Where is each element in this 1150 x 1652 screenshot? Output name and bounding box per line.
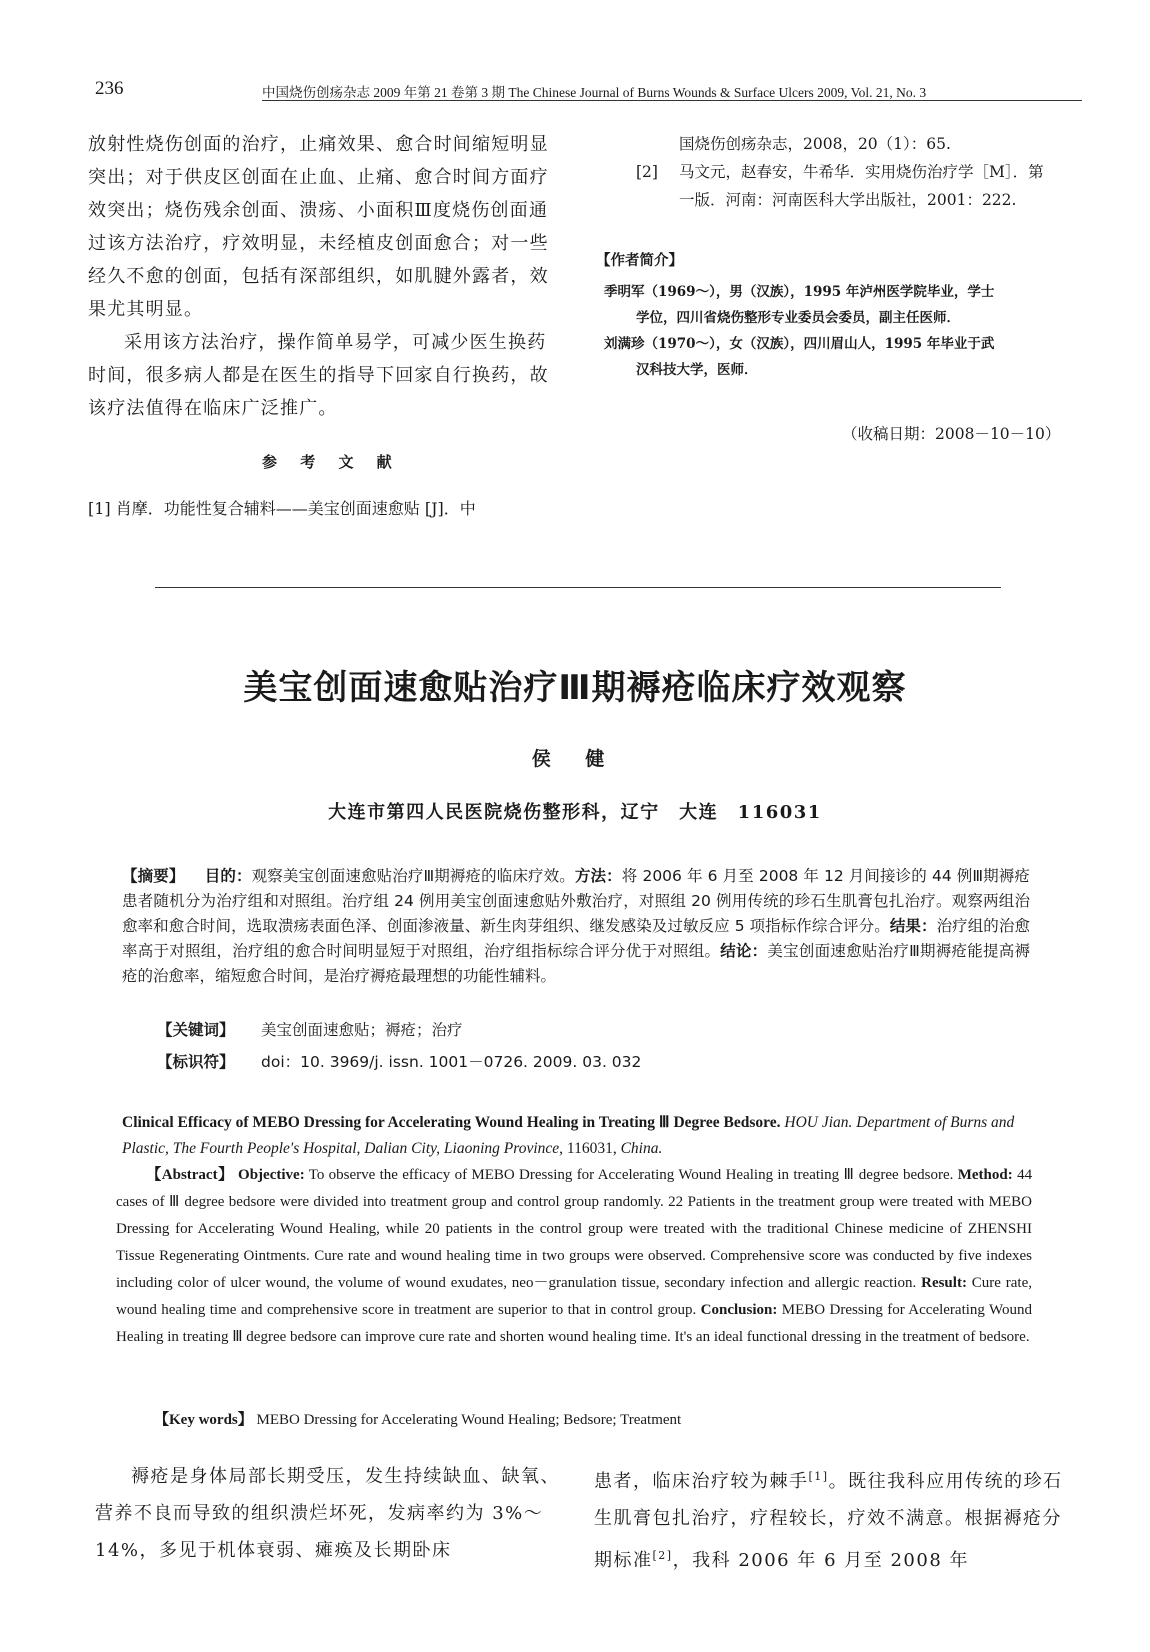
body-paragraph-1: 褥疮是身体局部长期受压，发生持续缺血、缺氧、营养不良而导致的组织溃烂坏死，发病率约为 3%～14%，多见于机体衰弱、瘫痪及长期卧床	[95, 1466, 560, 1561]
body-text-a: 患者，临床治疗较为棘手	[594, 1471, 809, 1492]
doi-value: doi：10. 3969/j. issn. 1001－0726. 2009. 03. 032	[261, 1053, 642, 1071]
article-title: 美宝创面速愈贴治疗Ⅲ期褥疮临床疗效观察	[243, 668, 907, 708]
references-heading: 参 考 文 献	[262, 453, 401, 471]
author-intro-heading: 【作者简介】	[596, 252, 683, 269]
page-number: 236	[95, 78, 124, 99]
objective-en-text: To observe the efficacy of MEBO Dressing for Accelerating Wound Healing in treating Ⅲ degree bedsore.	[308, 1167, 954, 1183]
abstract-chinese	[122, 864, 1030, 989]
objective-text: 观察美宝创面速愈贴治疗Ⅲ期褥疮的临床疗效。	[251, 867, 575, 885]
conclusion-en-text: MEBO Dressing for Accelerating Wound Healing in treating Ⅲ degree bedsore can improve cure rate and shorten wound healing time. It's an ideal functional dressing in the treatment of bedsore.	[116, 1302, 1033, 1345]
author-1-line-2: 学位，四川省烧伤整形专业委员会委员，副主任医师．	[636, 310, 960, 326]
abstract-english	[116, 1162, 1032, 1351]
identifier-cn-label: 【标识符】	[157, 1053, 235, 1071]
author-1-line-1: 季明军（1969～），男（汉族），1995 年泸州医学院毕业，学士	[604, 284, 995, 300]
english-author: HOU Jian.	[784, 1114, 853, 1131]
keywords-cn	[157, 1018, 463, 1040]
keywords-cn-label: 【关键词】	[157, 1021, 235, 1039]
english-affiliation-code: 116031,	[566, 1140, 617, 1157]
conclusion-text: 美宝创面速愈贴治疗Ⅲ期褥疮能提高褥疮的治愈率，缩短愈合时间，是治疗褥疮最理想的功能性辅料。	[122, 942, 1030, 985]
citation-1: [1]	[808, 1470, 829, 1483]
keywords-en-label: 【Key words】	[154, 1412, 253, 1428]
reference-1-start: [1] 肖摩．功能性复合辅料——美宝创面速愈贴 [J]．中	[88, 499, 476, 518]
body-text-c: ，我科 2006 年 6 月至 2008 年	[672, 1550, 969, 1571]
references-continued	[636, 130, 1081, 214]
objective-en-label: Objective:	[238, 1167, 305, 1183]
method-en-text: 44 cases of Ⅲ degree bedsore were divided into treatment group and control group randomly. 22 Patients in the treatment group were treated with MEBO Dressing for Accelerating Wound Healing, while 20 patients in the control group were treated with the traditional Chinese medicine of ZHENSHI Tissue Regenerating Ointments. Cure rate and wound healing time in two groups were observed. Comprehensive score was conducted by five indexes including color of ulcer wound, the volume of wound exudates, neo－granulation tissue, secondary infection and allergic reaction.	[116, 1167, 1033, 1291]
keywords-en-value: MEBO Dressing for Accelerating Wound Healing; Bedsore; Treatment	[256, 1412, 682, 1428]
article-separator	[155, 587, 1001, 588]
objective-label: 目的：	[204, 867, 252, 885]
method-label: 方法：	[574, 867, 622, 885]
result-text: 治疗组的治愈率高于对照组，治疗组的愈合时间明显短于对照组，治疗组指标综合评分优于对照组。	[122, 917, 1030, 960]
result-en-label: Result:	[921, 1275, 967, 1291]
english-affiliation-country: China.	[620, 1140, 663, 1157]
body-column-right	[594, 1458, 1074, 1579]
result-en-text: Cure rate, wound healing time and comprehensive score in treatment are superior to that in control group.	[116, 1275, 1033, 1318]
keywords-en	[154, 1408, 681, 1429]
prev-paragraph-1: 放射性烧伤创面的治疗，止痛效果、愈合时间缩短明显突出；对于供皮区创面在止血、止痛、愈合时间方面疗效突出；烧伤残余创面、溃疡、小面积Ⅲ度烧伤创面通过该方法治疗，疗效明显，未经植皮创面愈合；对一些经久不愈的创面，包括有深部组织，如肌腱外露者，效果尤其明显。	[88, 134, 549, 320]
english-title: Clinical Efficacy of MEBO Dressing for Accelerating Wound Healing in Treating Ⅲ Degree Bedsore.	[122, 1114, 781, 1131]
received-date: （收稿日期：2008－10－10）	[842, 425, 1061, 443]
abstract-label: 【摘要】	[122, 867, 185, 885]
conclusion-en-label: Conclusion:	[700, 1302, 778, 1318]
prev-article-text	[88, 128, 562, 425]
conclusion-label: 结论：	[720, 942, 768, 960]
reference-2	[636, 158, 1081, 186]
author-bios	[604, 279, 1082, 383]
keywords-cn-value: 美宝创面速愈贴；褥疮；治疗	[261, 1021, 463, 1039]
citation-2: [2]	[652, 1549, 673, 1562]
reference-2-number: [2]	[636, 163, 658, 181]
prev-paragraph-2: 采用该方法治疗，操作简单易学，可减少医生换药时间，很多病人都是在医生的指导下回家自行换药，故该疗法值得在临床广泛推广。	[88, 332, 549, 419]
reference-2-line-1: 马文元，赵春安，牛希华．实用烧伤治疗学［M］．第	[679, 163, 1044, 181]
body-paragraph-continued	[594, 1458, 1074, 1579]
english-affiliation: Department of Burns and Plastic, The Fourth People's Hospital, Dalian City, Liaoning Province,	[122, 1114, 1015, 1157]
reference-2-line-2: 一版．河南：河南医科大学出版社，2001：222.	[679, 191, 1017, 209]
article-author: 侯 健	[531, 748, 619, 770]
english-title-block	[122, 1110, 1037, 1162]
header-rule	[262, 100, 1082, 101]
method-en-label: Method:	[957, 1167, 1013, 1183]
author-2-line-1: 刘满珍（1970～），女（汉族），四川眉山人，1995 年毕业于武	[604, 336, 995, 352]
article-affiliation: 大连市第四人民医院烧伤整形科，辽宁 大连 116031	[328, 802, 822, 823]
identifier-cn	[157, 1050, 641, 1072]
abstract-en-label: 【Abstract】	[146, 1167, 234, 1183]
body-text-b: 。既往我科应用传统的珍石生肌膏包扎治疗，疗程较长，疗效不满意。根据褥疮分期标准	[594, 1471, 1063, 1571]
running-header: 中国烧伤创疡杂志 2009 年第 21 卷第 3 期 The Chinese Journal of Burns Wounds & Surface Ulcers 2009, Vol. 21, No. 3	[262, 85, 927, 100]
result-label: 结果：	[889, 917, 937, 935]
body-column-left	[95, 1458, 571, 1569]
author-2-line-2: 汉科技大学，医师．	[636, 362, 758, 378]
method-text: 将 2006 年 6 月至 2008 年 12 月间接诊的 44 例Ⅲ期褥疮患者随机分为治疗组和对照组。治疗组 24 例用美宝创面速愈贴外敷治疗，对照组 20 例用传统的珍石生肌膏包扎治疗。观察两组治愈率和愈合时间，选取溃疡表面色泽、创面渗液量、新生肉芽组织、继发感染及过敏反应 5 项指标作综合评分。	[122, 867, 1030, 935]
reference-1-end: 国烧伤创疡杂志，2008，20（1）：65.	[679, 135, 951, 153]
